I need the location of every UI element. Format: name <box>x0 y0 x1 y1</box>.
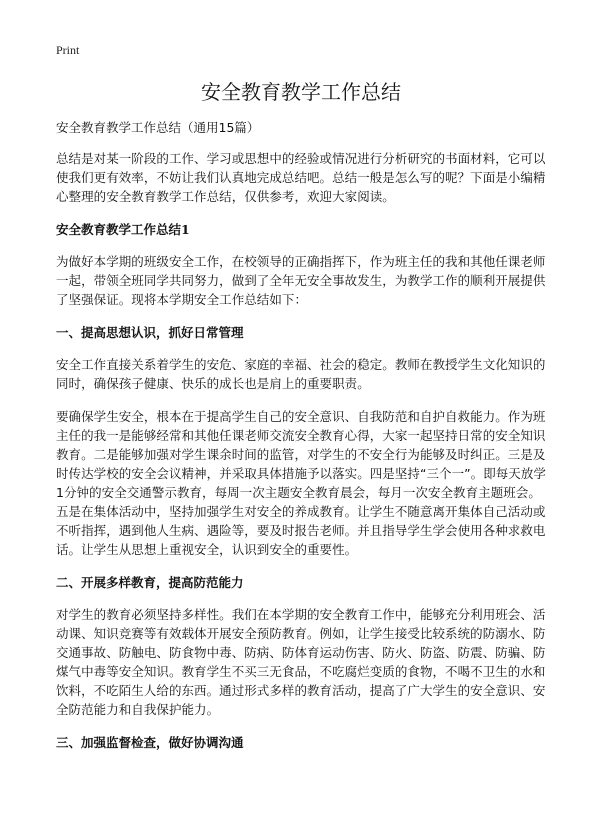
section-1-paragraph: 为做好本学期的班级安全工作，在校领导的正确指挥下，作为班主任的我和其他任课老师一起，带领全班同学共同努力，做到了全年无安全事故发生，为教学工作的顺利开展提供了坚强保证。现将本学期安全工作总结如下： <box>56 254 546 307</box>
document-title: 安全教育教学工作总结 <box>201 80 401 104</box>
part-1-paragraph-2: 要确保学生安全，根本在于提高学生自己的安全意识、自我防范和自护自救能力。作为班主任的我一是能够经常和其他任课老师交流安全教育心得，大家一起坚持日常的安全知识教育。二是能够加强对学生课余时间的监管，对学生的不安全行为能够及时纠正。三是及时传达学校的安全会议精神，并采取具体措施予以落实。四是坚持“三个一”。即每天放学1分钟的安全交通警示教育，每周一次主题安全教育晨会，每月一次安全教育主题班会。五是在集体活动中，坚持加强学生对安全的养成教育。让学生不随意离开集体自己活动或不听指挥，遇到他人生病、遇险等，要及时报告老师。并且指导学生学会使用各种求救电话。让学生从思想上重视安全，认识到安全的重要性。 <box>56 409 546 557</box>
part-3-heading: 三、加强监督检查，做好协调沟通 <box>56 735 244 750</box>
intro-paragraph: 总结是对某一阶段的工作、学习或思想中的经验或情况进行分析研究的书面材料，它可以使我们更有效率，不妨让我们认真地完成总结吧。总结一般是怎么写的呢？下面是小编精心整理的安全教育教学工作总结，仅供参考，欢迎大家阅读。 <box>56 151 546 204</box>
part-2-paragraph: 对学生的教育必须坚持多样性。我们在本学期的安全教育工作中，能够充分利用班会、活动课、知识竞赛等有效载体开展安全预防教育。例如，让学生接受比较系统的防溺水、防交通事故、防触电、防食物中毒、防病、防体育运动伤害、防火、防盗、防震、防骗、防煤气中毒等安全知识。教育学生不买三无食品，不吃腐烂变质的食物，不喝不卫生的水和饮料，不吃陌生人给的东西。通过形式多样的教育活动，提高了广大学生的安全意识、安全防范能力和自我保护能力。 <box>56 607 546 717</box>
part-1-paragraph-1: 安全工作直接关系着学生的安危、家庭的幸福、社会的稳定。教师在教授学生文化知识的同时，确保孩子健康、快乐的成长也是肩上的重要职责。 <box>56 357 546 391</box>
part-2-heading: 二、开展多样教育，提高防范能力 <box>56 575 244 590</box>
section-heading-1: 安全教育教学工作总结1 <box>56 222 190 237</box>
part-1-heading: 一、提高思想认识，抓好日常管理 <box>56 325 244 340</box>
print-link[interactable]: Print <box>56 43 80 57</box>
document-subtitle: 安全教育教学工作总结（通用15篇） <box>56 120 260 135</box>
